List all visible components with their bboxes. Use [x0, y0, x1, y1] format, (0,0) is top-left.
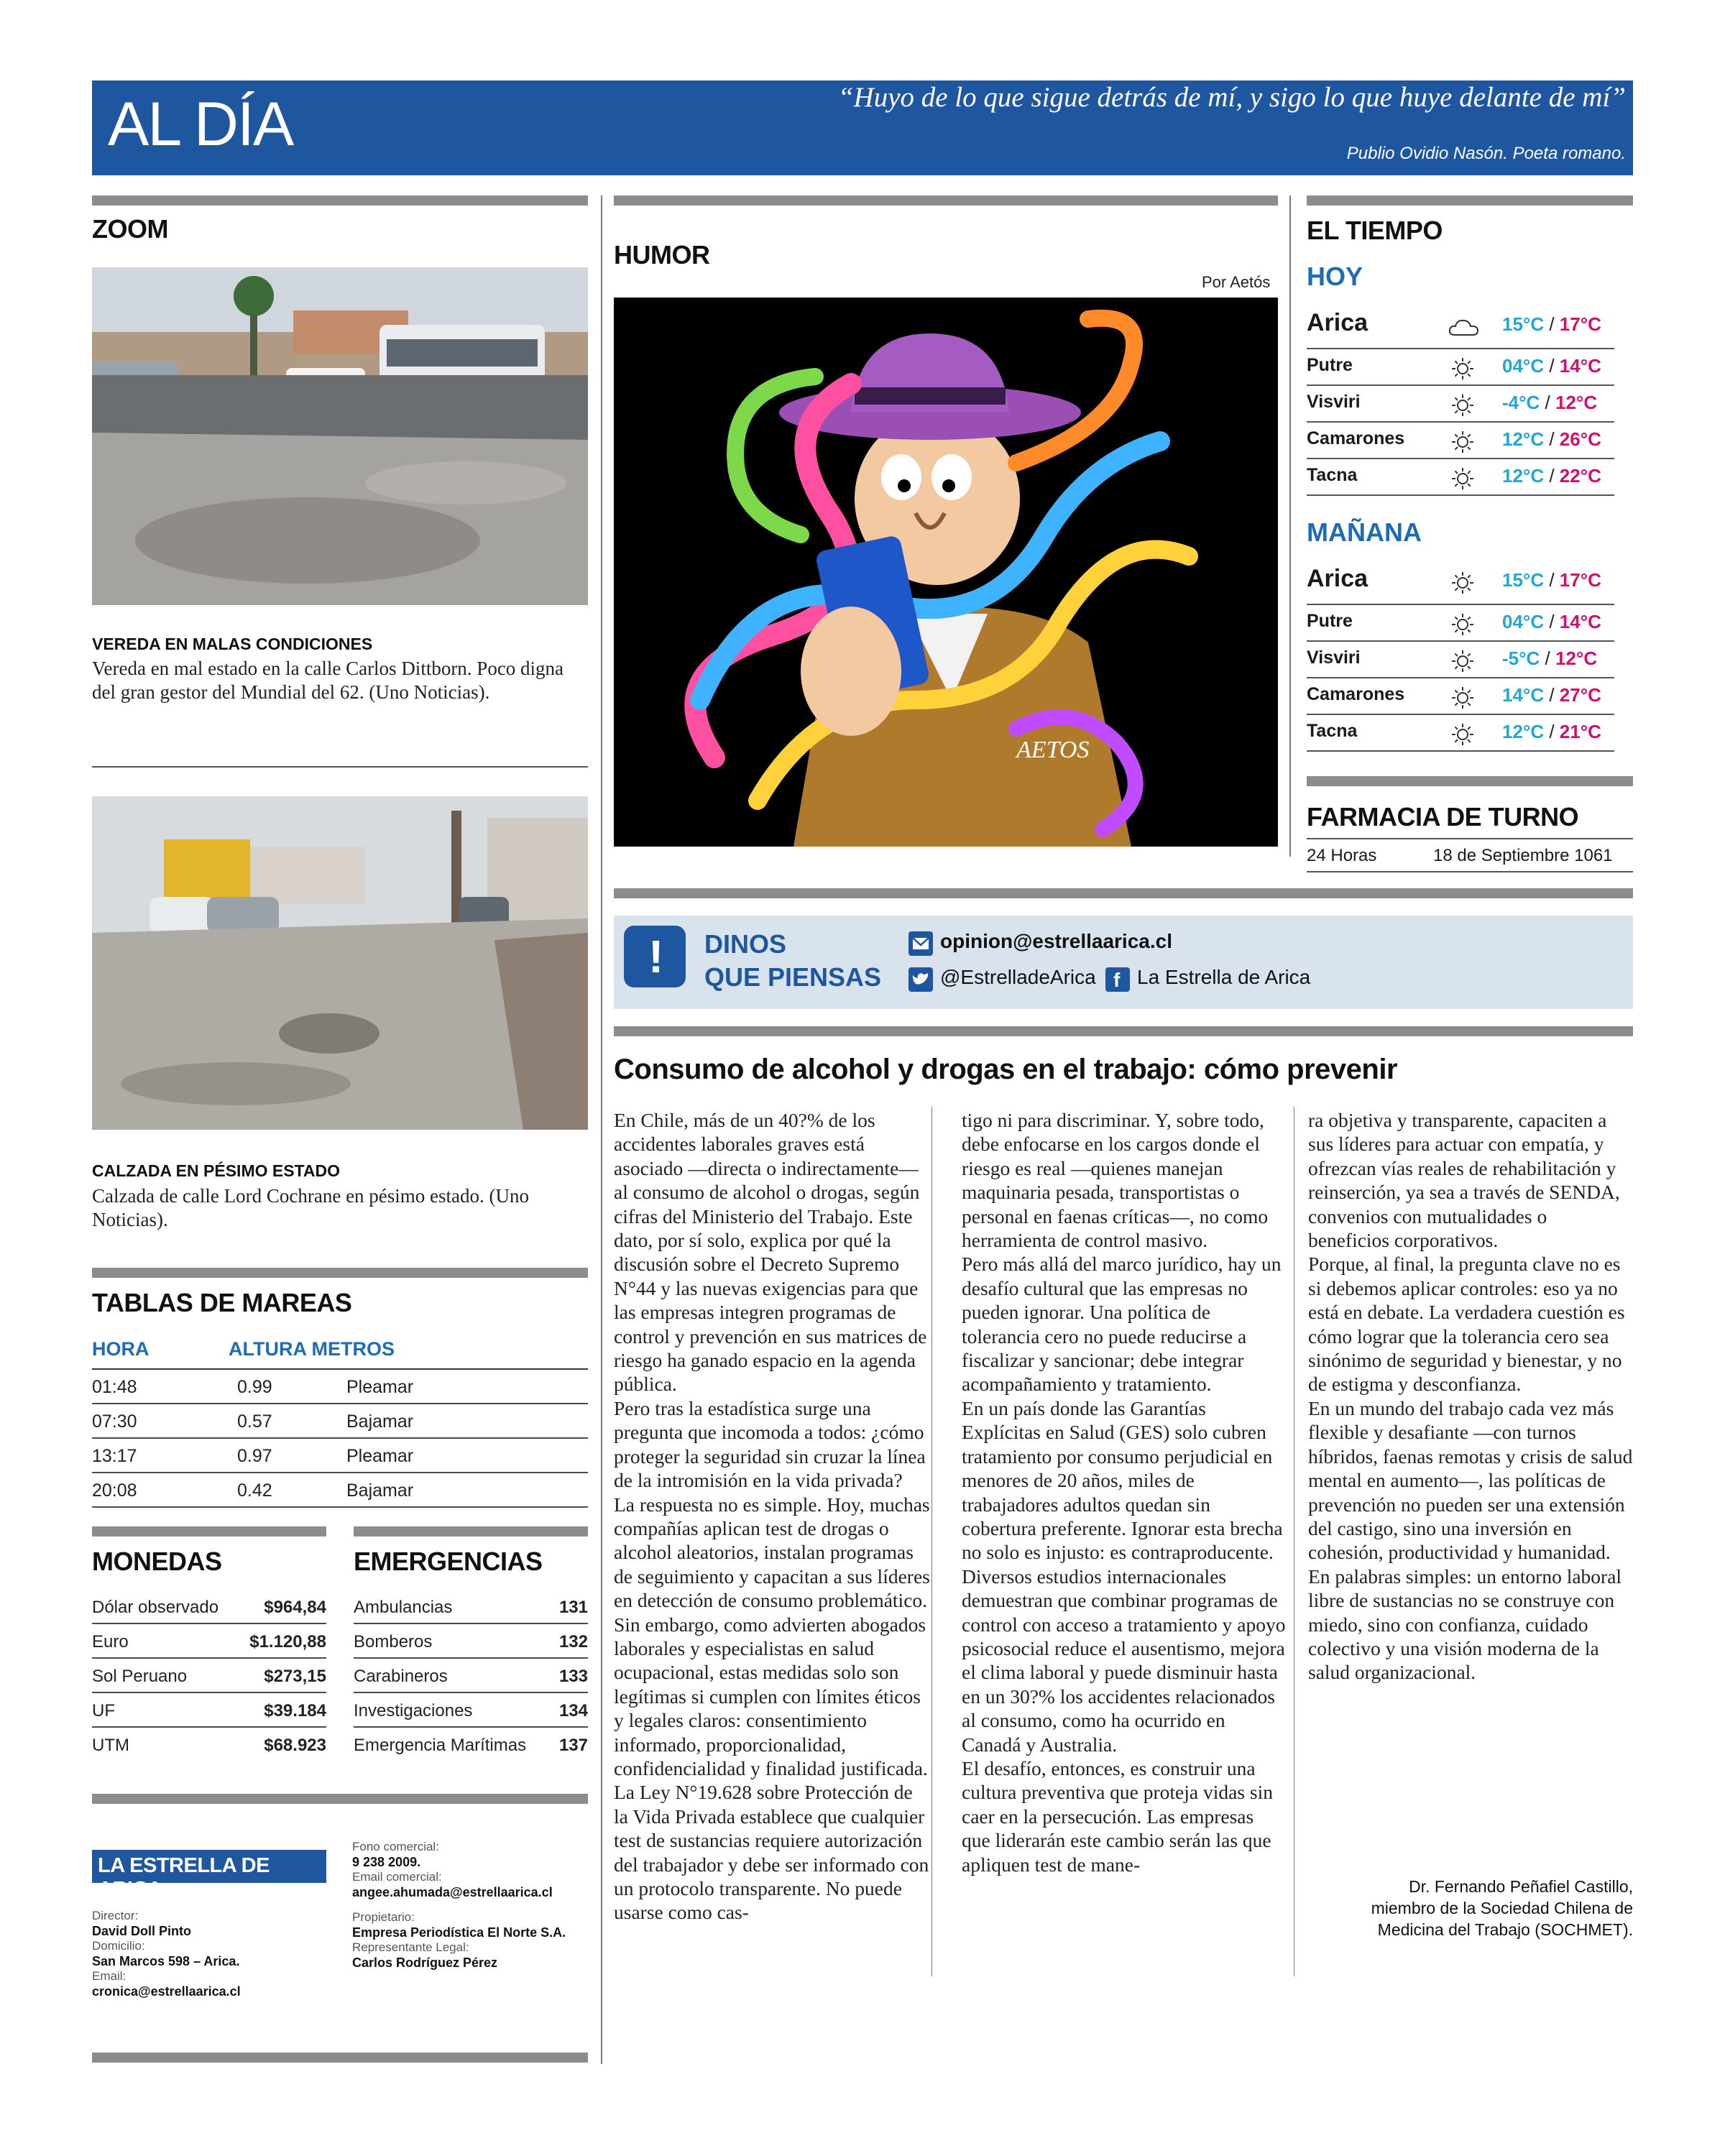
weather-tomorrow-list	[1307, 563, 1614, 752]
table-row	[92, 1404, 588, 1439]
temp-max: 22°C	[1559, 465, 1601, 487]
weather-temp	[1502, 465, 1601, 487]
sun-icon	[1450, 722, 1475, 747]
email-icon	[908, 931, 933, 956]
weather-city: Visviri	[1307, 392, 1361, 412]
weather-city: Tacna	[1307, 721, 1358, 741]
temp-min: -5°C	[1502, 648, 1540, 669]
currency-name: UF	[92, 1701, 115, 1720]
weather-temp	[1502, 392, 1597, 414]
weather-city: Tacna	[1307, 465, 1358, 485]
section-rule	[614, 1026, 1633, 1036]
temp-min: 15°C	[1502, 313, 1545, 335]
article-column-3	[1308, 1108, 1633, 1685]
emergencies-title: EMERGENCIAS	[354, 1547, 543, 1576]
sun-icon	[1450, 612, 1475, 637]
weather-city: Visviri	[1307, 648, 1361, 668]
temp-separator: /	[1545, 392, 1550, 413]
currency-value: $39.184	[264, 1701, 326, 1720]
table-row	[92, 1728, 326, 1762]
cartoon-signature: AETOS	[1016, 737, 1090, 763]
weather-row	[1307, 563, 1614, 605]
article-paragraph: ra objetiva y transparente, capaciten a sus líderes para actuar con empatía, y ofrezcan vías reales de rehabilitación y reinserción, ya sea a través de SENDA, convenios con mutualidades o beneficios corporativos.	[1308, 1109, 1620, 1252]
column-divider	[1289, 195, 1291, 857]
temp-separator: /	[1549, 569, 1555, 591]
emergencies-table	[354, 1590, 588, 1762]
domicilio-value: San Marcos 598 – Arica.	[92, 1954, 240, 1968]
currencies-table	[92, 1590, 326, 1762]
emergency-number: 133	[558, 1667, 588, 1686]
temp-min: 04°C	[1502, 355, 1545, 377]
emergency-name: Carabineros	[354, 1667, 448, 1686]
article-column-1	[614, 1108, 932, 1925]
table-row	[354, 1693, 588, 1728]
sun-icon	[1450, 356, 1475, 381]
director-label: Director:	[92, 1909, 139, 1922]
divider	[92, 766, 588, 768]
sun-icon	[1450, 649, 1475, 673]
article-title: Consumo de alcohol y drogas en el trabajo: cómo prevenir	[614, 1054, 1398, 1085]
temp-max: 27°C	[1559, 684, 1601, 706]
logo-text: LA ESTRELLA DE ARICA	[98, 1854, 270, 1901]
representante-label: Representante Legal:	[352, 1940, 469, 1954]
article-paragraph: Diversos estudios internacionales demuestran que combinar programas de control con acceso a tratamiento y apoyo psicosocial reduce el ausentismo, mejora el clima laboral y puede disminuir hasta en un 30?% los accidentes relacionados al consumo, como ha ocurrido en Canadá y Australia.	[962, 1565, 1286, 1756]
weather-row	[1307, 349, 1614, 386]
email-value[interactable]: cronica@estrellaarica.cl	[92, 1984, 241, 1999]
tide-altura: 0.97	[237, 1446, 272, 1466]
currency-name: Sol Peruano	[92, 1667, 188, 1686]
tide-hora: 07:30	[92, 1411, 137, 1432]
emergency-name: Ambulancias	[354, 1598, 453, 1617]
weather-row	[1307, 605, 1614, 642]
weather-row	[1307, 459, 1614, 496]
tides-table	[92, 1370, 588, 1508]
pharmacy-address: 18 de Septiembre 1061	[1433, 846, 1613, 865]
temp-max: 14°C	[1559, 355, 1601, 377]
article-paragraph: El desafío, entonces, es construir una cultura preventiva que proteja vidas sin caer en la persecución. Las empresas que liderarán este cambio serán las que apliquen test de mane-	[962, 1756, 1273, 1876]
table-row	[354, 1590, 588, 1624]
currency-value: $1.120,88	[249, 1632, 326, 1651]
article-author	[1331, 1876, 1633, 1940]
tide-tipo: Bajamar	[346, 1480, 414, 1501]
tide-hora: 13:17	[92, 1446, 137, 1466]
section-rule	[92, 195, 588, 206]
weather-city: Putre	[1307, 611, 1353, 631]
sun-icon	[1450, 686, 1475, 710]
domicilio-label: Domicilio:	[92, 1939, 145, 1953]
weather-row	[1307, 715, 1614, 752]
humor-credit: Por Aetós	[1202, 273, 1271, 291]
contact-twitter[interactable]: @EstrelladeArica	[940, 966, 1096, 988]
tide-altura: 0.42	[237, 1480, 272, 1501]
currency-name: Euro	[92, 1632, 129, 1651]
dinos-line1: DINOS	[704, 929, 787, 959]
table-row	[92, 1693, 326, 1728]
tides-title: TABLAS DE MAREAS	[92, 1288, 352, 1317]
emergency-number: 131	[558, 1598, 588, 1617]
currency-value: $273,15	[264, 1667, 326, 1686]
author-role: Medicina del Trabajo (SOCHMET).	[1377, 1920, 1633, 1939]
email-com-label: Email comercial:	[352, 1870, 442, 1884]
zoom-title: ZOOM	[92, 214, 168, 244]
temp-separator: /	[1549, 721, 1555, 742]
weather-temp	[1502, 684, 1601, 706]
humor-title: HUMOR	[614, 240, 710, 270]
article-paragraph: La respuesta no es simple. Hoy, muchas compañías aplican test de drogas o alcohol aleatorios, instalan programas de seguimiento y capacitan a sus líderes en detección de consumo problemático. Sin embargo, como advierten abogados laborales y especialistas en salud ocupacional, estas medidas solo son legítimas si cumplen con límites éticos y legales claros: consentimiento informado, proporcionalidad, confidencialidad y finalidad justificada.	[614, 1493, 930, 1779]
humor-cartoon	[614, 298, 1278, 847]
weather-city: Putre	[1307, 355, 1353, 375]
currency-name: UTM	[92, 1736, 129, 1755]
representante-value: Carlos Rodríguez Pérez	[352, 1955, 498, 1970]
section-header	[92, 80, 1633, 175]
weather-row	[1307, 386, 1614, 423]
emergency-number: 132	[558, 1632, 588, 1651]
weather-today-label: HOY	[1307, 262, 1363, 291]
weather-temp	[1502, 428, 1601, 451]
emergency-number: 134	[558, 1701, 588, 1720]
currency-value: $68.923	[264, 1736, 326, 1755]
zoom-caption-body-2: Calzada de calle Lord Cochrane en pésimo estado. (Uno Noticias).	[92, 1185, 530, 1230]
section-rule	[614, 888, 1633, 898]
fono-label: Fono comercial:	[352, 1840, 439, 1853]
temp-max: 17°C	[1559, 313, 1601, 335]
temp-min: 15°C	[1502, 569, 1545, 591]
weather-today-list	[1307, 308, 1614, 496]
weather-row	[1307, 678, 1614, 715]
pharmacy-hours: 24 Horas	[1307, 846, 1377, 865]
zoom-caption-body-1: Vereda en mal estado en la calle Carlos Dittborn. Poco digna del gran gestor del Mundial del 62. (Uno Noticias).	[92, 658, 564, 703]
author-name: Dr. Fernando Peñafiel Castillo,	[1409, 1877, 1633, 1896]
article-paragraph: En palabras simples: un entorno laboral libre de sustancias no se construye con miedo, sino con confianza, cuidado colectivo y una visión moderna de la salud organizacional.	[1308, 1565, 1622, 1684]
article-paragraph: Pero tras la estadística surge una pregunta que incomoda a todos: ¿cómo proteger la seguridad sin cruzar la línea de la intromisión en la vida privada?	[614, 1396, 926, 1492]
temp-max: 14°C	[1559, 611, 1601, 632]
contact-box	[614, 916, 1633, 1009]
masthead-left	[92, 1909, 329, 1999]
cloud-icon	[1448, 315, 1481, 339]
zoom-caption-title-2: CALZADA EN PÉSIMO ESTADO	[92, 1161, 341, 1180]
section-title: AL DÍA	[108, 90, 293, 159]
temp-separator: /	[1549, 313, 1555, 335]
article-paragraph: tigo ni para discriminar. Y, sobre todo, debe enfocarse en los cargos donde el riesgo es real —quienes manejan maquinaria pesada, transportistas o personal en faenas críticas—, no como herramienta de control masivo.	[962, 1109, 1269, 1252]
temp-separator: /	[1549, 611, 1555, 632]
column-divider	[601, 195, 602, 2064]
weather-city: Camarones	[1307, 684, 1405, 704]
masthead-logo	[92, 1850, 326, 1901]
temp-min: 12°C	[1502, 465, 1545, 487]
temp-min: 04°C	[1502, 611, 1545, 632]
article-paragraph: En un país donde las Garantías Explícitas en Salud (GES) solo cubren tratamiento por consumo perjudicial en menores de 20 años, miles de trabajadores adultos quedan sin cobertura preferente. Ignorar esta brecha no solo es injusto: es contraproducente.	[962, 1396, 1283, 1564]
temp-separator: /	[1549, 684, 1555, 706]
article-paragraph: En un mundo del trabajo cada vez más flexible y desafiante —con turnos híbridos, faenas remotas y crisis de salud mental en aumento—, las políticas de prevención no pueden ser una extensión del castigo, sino una inversión en cohesión, productividad y humanidad.	[1308, 1396, 1633, 1564]
sun-icon	[1450, 430, 1475, 454]
sun-icon	[1450, 571, 1475, 595]
email-com-value[interactable]: angee.ahumada@estrellaarica.cl	[352, 1885, 553, 1899]
section-rule	[614, 195, 1278, 206]
dinos-line2: QUE PIENSAS	[704, 962, 882, 992]
temp-separator: /	[1549, 355, 1555, 377]
article-paragraph: Pero más allá del marco jurídico, hay un desafío cultural que las empresas no pueden ignorar. Una política de tolerancia cero no puede reducirse a fiscalizar y sancionar; debe integrar acompañamiento y tratamiento.	[962, 1253, 1282, 1396]
table-row	[354, 1728, 588, 1762]
tide-tipo: Pleamar	[346, 1377, 414, 1397]
propietario-label: Propietario:	[352, 1910, 415, 1924]
weather-temp	[1502, 721, 1601, 743]
temp-separator: /	[1549, 465, 1555, 487]
section-rule	[354, 1526, 588, 1537]
section-rule	[92, 1794, 588, 1804]
tides-col-altura: ALTURA METROS	[229, 1338, 395, 1360]
weather-tomorrow-label: MAÑANA	[1307, 517, 1422, 547]
emergency-name: Investigaciones	[354, 1701, 473, 1720]
weather-temp	[1502, 648, 1597, 670]
weather-city: Camarones	[1307, 428, 1405, 448]
quote-author: Publio Ovidio Nasón. Poeta romano.	[1346, 144, 1626, 163]
zoom-caption-title-1: VEREDA EN MALAS CONDICIONES	[92, 635, 373, 653]
weather-city: Arica	[1307, 309, 1368, 336]
temp-min: -4°C	[1502, 392, 1540, 413]
table-row	[354, 1659, 588, 1693]
weather-row	[1307, 308, 1614, 349]
tides-header-row	[92, 1335, 588, 1370]
fono-value: 9 238 2009.	[352, 1855, 421, 1869]
zoom-photo-1	[92, 267, 588, 605]
currency-value: $964,84	[264, 1598, 326, 1617]
temp-separator: /	[1549, 428, 1555, 450]
weather-row	[1307, 423, 1614, 459]
contact-email[interactable]: opinion@estrellaarica.cl	[940, 930, 1172, 952]
table-row	[92, 1590, 326, 1624]
masthead-right	[352, 1840, 589, 1971]
emergency-name: Bomberos	[354, 1632, 433, 1651]
tide-altura: 0.99	[237, 1377, 272, 1397]
pharmacy-title: FARMACIA DE TURNO	[1307, 802, 1579, 831]
weather-temp	[1502, 355, 1601, 377]
article-column-2	[962, 1108, 1287, 1876]
email-label: Email:	[92, 1969, 126, 1983]
temp-max: 12°C	[1555, 392, 1598, 413]
director-name: David Doll Pinto	[92, 1924, 192, 1938]
emergency-name: Emergencia Marítimas	[354, 1736, 527, 1755]
tide-tipo: Pleamar	[346, 1446, 414, 1466]
header-quote: “Huyo de lo que sigue detrás de mí, y sigo lo que huye delante de mí”	[837, 82, 1626, 113]
facebook-icon: f	[1105, 967, 1130, 992]
tide-altura: 0.57	[237, 1411, 272, 1432]
section-rule	[92, 1526, 326, 1537]
temp-separator: /	[1545, 648, 1550, 669]
tide-tipo: Bajamar	[346, 1411, 414, 1432]
currency-name: Dólar observado	[92, 1598, 219, 1617]
temp-max: 12°C	[1555, 648, 1598, 669]
tides-col-hora: HORA	[92, 1338, 150, 1360]
article-paragraph: En Chile, más de un 40?% de los accidentes laborales graves está asociado —directa o indirectamente— al consumo de alcohol o drogas, según cifras del Ministerio del Trabajo. Este dato, por sí solo, explica por qué la discusión sobre el Decreto Supremo N°44 y las nuevas exigencias para que las empresas integren programas de control y prevención en sus matrices de riesgo ha ganado espacio en la agenda pública.	[614, 1109, 927, 1396]
table-row	[92, 1659, 326, 1693]
weather-temp	[1502, 569, 1601, 591]
temp-min: 14°C	[1502, 684, 1545, 706]
section-rule	[1307, 776, 1633, 786]
author-role: miembro de la Sociedad Chilena de	[1371, 1899, 1633, 1917]
emergency-number: 137	[558, 1736, 588, 1755]
propietario-value: Empresa Periodística El Norte S.A.	[352, 1925, 566, 1940]
weather-city: Arica	[1307, 565, 1368, 592]
pharmacy-row	[1307, 838, 1633, 872]
article-paragraph: La Ley N°19.628 sobre Protección de la Vida Privada establece que cualquier test de sustancias requiere autorización del trabajador y debe ser informado con un protocolo transparente. No puede usarse como cas-	[614, 1781, 929, 1924]
section-rule	[92, 1268, 588, 1278]
temp-max: 21°C	[1559, 721, 1601, 742]
table-row	[92, 1624, 326, 1659]
currencies-title: MONEDAS	[92, 1547, 222, 1576]
sun-icon	[1450, 466, 1475, 491]
temp-min: 12°C	[1502, 428, 1545, 450]
temp-max: 17°C	[1559, 569, 1601, 591]
weather-row	[1307, 642, 1614, 678]
weather-temp	[1502, 313, 1601, 336]
temp-max: 26°C	[1559, 428, 1601, 450]
exclamation-icon: !	[624, 926, 686, 987]
tide-hora: 20:08	[92, 1480, 137, 1501]
contact-facebook[interactable]: La Estrella de Arica	[1137, 966, 1311, 988]
article-paragraph: Porque, al final, la pregunta clave no es si debemos aplicar controles: eso ya no está en debate. La verdadera cuestión es cómo lograr que la tolerancia cero sea sinónimo de seguridad y bienestar, y no de estigma y desconfianza.	[1308, 1253, 1625, 1396]
twitter-icon	[908, 967, 933, 992]
section-rule	[92, 2053, 588, 2063]
zoom-photo-2	[92, 796, 588, 1130]
section-rule	[1307, 195, 1633, 206]
tide-hora: 01:48	[92, 1377, 137, 1397]
table-row	[354, 1624, 588, 1659]
temp-min: 12°C	[1502, 721, 1545, 742]
table-row	[92, 1370, 588, 1404]
weather-temp	[1502, 611, 1601, 633]
table-row	[92, 1439, 588, 1473]
table-row	[92, 1473, 588, 1508]
sun-icon	[1450, 393, 1475, 418]
weather-title: EL TIEMPO	[1307, 216, 1443, 245]
